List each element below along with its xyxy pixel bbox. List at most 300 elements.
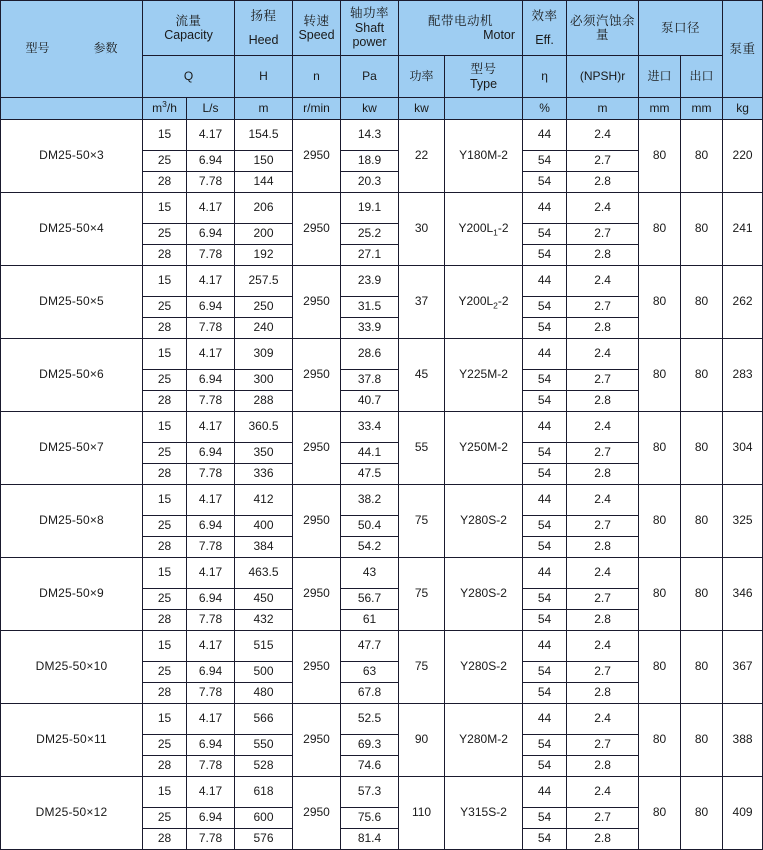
cell-head: 412: [235, 485, 293, 516]
cell-npsh: 2.4: [567, 558, 639, 589]
cell-efficiency: 54: [523, 391, 567, 412]
cell-head: 144: [235, 172, 293, 193]
table-row: [1, 777, 763, 808]
cell-shaft-power: 23.9: [341, 266, 399, 297]
header-symbol-motor-type-en: Type: [469, 76, 498, 91]
header-group-bore: [639, 1, 723, 56]
cell-shaft-power: 43: [341, 558, 399, 589]
cell-weight: 388: [723, 704, 763, 777]
cell-npsh: 2.8: [567, 829, 639, 850]
cell-speed: 2950: [293, 120, 341, 193]
cell-capacity-m3h: 25: [143, 662, 187, 683]
cell-head: 400: [235, 516, 293, 537]
cell-inlet: 80: [639, 704, 681, 777]
header-symbol-eta: η: [523, 56, 567, 98]
cell-capacity-m3h: 15: [143, 558, 187, 589]
cell-capacity-ls: 4.17: [187, 485, 235, 516]
table-row: [1, 412, 763, 443]
cell-head: 350: [235, 443, 293, 464]
cell-efficiency: 54: [523, 443, 567, 464]
header-group-head-cn: 扬程: [250, 8, 277, 23]
cell-head: 309: [235, 339, 293, 370]
cell-shaft-power: 19.1: [341, 193, 399, 224]
cell-motor-type: [445, 412, 523, 485]
cell-head: 300: [235, 370, 293, 391]
cell-capacity-ls: 6.94: [187, 516, 235, 537]
cell-shaft-power: 50.4: [341, 516, 399, 537]
header-group-motor-cn: 配带电动机: [428, 13, 494, 28]
cell-head: 480: [235, 683, 293, 704]
cell-npsh: 2.7: [567, 224, 639, 245]
cell-motor-power: 30: [399, 193, 445, 266]
cell-npsh: 2.8: [567, 172, 639, 193]
header-model-label: 型号: [25, 41, 50, 56]
cell-capacity-ls: 6.94: [187, 589, 235, 610]
cell-outlet: 80: [681, 485, 723, 558]
cell-speed: 2950: [293, 266, 341, 339]
cell-efficiency: 44: [523, 704, 567, 735]
cell-capacity-ls: 7.78: [187, 537, 235, 558]
cell-efficiency: 54: [523, 245, 567, 266]
header-group-shaft-power-cn: 轴功率: [350, 6, 390, 21]
header-symbol-pa: Pa: [341, 56, 399, 98]
cell-npsh: 2.7: [567, 589, 639, 610]
cell-motor-power: 37: [399, 266, 445, 339]
cell-shaft-power: 18.9: [341, 151, 399, 172]
cell-capacity-m3h: 15: [143, 485, 187, 516]
header-group-shaft-power-en: Shaft power: [352, 20, 387, 50]
motor-type-prefix: Y280S-2: [460, 659, 507, 674]
cell-speed: 2950: [293, 339, 341, 412]
cell-motor-power: 75: [399, 558, 445, 631]
cell-efficiency: 54: [523, 662, 567, 683]
cell-npsh: 2.7: [567, 297, 639, 318]
cell-capacity-ls: 7.78: [187, 245, 235, 266]
header-group-capacity-en: Capacity: [164, 28, 213, 42]
cell-npsh: 2.8: [567, 245, 639, 266]
cell-motor-type: [445, 339, 523, 412]
cell-capacity-m3h: 28: [143, 464, 187, 485]
unit-speed-rmin: r/min: [293, 98, 341, 120]
cell-npsh: 2.7: [567, 443, 639, 464]
cell-model: DM25-50×4: [1, 193, 143, 266]
header-group-capacity: [143, 1, 235, 56]
header-row-units: [1, 98, 763, 120]
cell-outlet: 80: [681, 777, 723, 850]
header-group-speed-en: Speed: [298, 28, 335, 42]
cell-shaft-power: 52.5: [341, 704, 399, 735]
header-group-efficiency-cn: 效率: [531, 8, 558, 23]
cell-capacity-ls: 6.94: [187, 370, 235, 391]
cell-weight: 325: [723, 485, 763, 558]
unit-motor-power-kw: kw: [399, 98, 445, 120]
cell-capacity-m3h: 15: [143, 193, 187, 224]
cell-capacity-ls: 7.78: [187, 756, 235, 777]
cell-motor-power: 75: [399, 631, 445, 704]
cell-capacity-m3h: 28: [143, 172, 187, 193]
cell-npsh: 2.8: [567, 756, 639, 777]
cell-capacity-ls: 6.94: [187, 808, 235, 829]
cell-head: 384: [235, 537, 293, 558]
cell-efficiency: 44: [523, 120, 567, 151]
table-row: [1, 558, 763, 589]
cell-inlet: 80: [639, 631, 681, 704]
cell-head: 360.5: [235, 412, 293, 443]
header-symbol-motor-type-cn: 型号: [470, 62, 497, 77]
cell-motor-power: 110: [399, 777, 445, 850]
cell-efficiency: 54: [523, 318, 567, 339]
unit-m3h-sup: 3: [162, 98, 167, 109]
table-header: [1, 1, 763, 120]
cell-capacity-ls: 7.78: [187, 464, 235, 485]
cell-head: 528: [235, 756, 293, 777]
cell-speed: 2950: [293, 558, 341, 631]
cell-shaft-power: 20.3: [341, 172, 399, 193]
cell-capacity-m3h: 28: [143, 610, 187, 631]
table-body: [1, 120, 763, 850]
cell-model: DM25-50×8: [1, 485, 143, 558]
header-group-weight-cn: 泵重: [729, 41, 756, 56]
cell-head: 550: [235, 735, 293, 756]
cell-shaft-power: 28.6: [341, 339, 399, 370]
motor-type-prefix: Y200L: [458, 294, 494, 309]
cell-weight: 304: [723, 412, 763, 485]
cell-inlet: 80: [639, 193, 681, 266]
cell-efficiency: 54: [523, 297, 567, 318]
cell-shaft-power: 40.7: [341, 391, 399, 412]
header-group-speed: [293, 1, 341, 56]
cell-shaft-power: 74.6: [341, 756, 399, 777]
cell-shaft-power: 47.7: [341, 631, 399, 662]
cell-capacity-m3h: 28: [143, 537, 187, 558]
cell-head: 618: [235, 777, 293, 808]
cell-efficiency: 44: [523, 412, 567, 443]
motor-type-prefix: Y280S-2: [460, 586, 507, 601]
header-group-efficiency: [523, 1, 567, 56]
cell-efficiency: 54: [523, 370, 567, 391]
cell-outlet: 80: [681, 631, 723, 704]
cell-npsh: 2.8: [567, 464, 639, 485]
cell-efficiency: 54: [523, 589, 567, 610]
cell-efficiency: 54: [523, 829, 567, 850]
cell-shaft-power: 63: [341, 662, 399, 683]
cell-head: 515: [235, 631, 293, 662]
cell-efficiency: 44: [523, 266, 567, 297]
cell-efficiency: 54: [523, 172, 567, 193]
cell-npsh: 2.7: [567, 370, 639, 391]
header-row-group: [1, 1, 763, 56]
cell-npsh: 2.4: [567, 485, 639, 516]
cell-efficiency: 54: [523, 224, 567, 245]
header-group-efficiency-en: Eff.: [535, 33, 554, 47]
cell-head: 257.5: [235, 266, 293, 297]
cell-motor-power: 45: [399, 339, 445, 412]
cell-weight: 346: [723, 558, 763, 631]
cell-capacity-m3h: 25: [143, 735, 187, 756]
cell-npsh: 2.8: [567, 391, 639, 412]
cell-npsh: 2.7: [567, 151, 639, 172]
cell-capacity-m3h: 28: [143, 829, 187, 850]
cell-head: 240: [235, 318, 293, 339]
cell-npsh: 2.8: [567, 537, 639, 558]
cell-shaft-power: 47.5: [341, 464, 399, 485]
cell-capacity-m3h: 28: [143, 683, 187, 704]
table-row: [1, 631, 763, 662]
cell-inlet: 80: [639, 485, 681, 558]
cell-npsh: 2.4: [567, 193, 639, 224]
cell-model: DM25-50×10: [1, 631, 143, 704]
cell-shaft-power: 38.2: [341, 485, 399, 516]
cell-head: 450: [235, 589, 293, 610]
header-symbol-inlet: 进口: [639, 56, 681, 98]
motor-type-prefix: Y250M-2: [459, 440, 508, 455]
cell-inlet: 80: [639, 777, 681, 850]
cell-npsh: 2.7: [567, 735, 639, 756]
motor-type-prefix: Y280M-2: [459, 732, 508, 747]
header-symbol-h: H: [235, 56, 293, 98]
unit-capacity-m3h: [143, 98, 187, 120]
table-row: [1, 339, 763, 370]
cell-capacity-ls: 4.17: [187, 704, 235, 735]
cell-motor-power: 90: [399, 704, 445, 777]
header-group-npsh: [567, 1, 639, 56]
header-symbol-n: n: [293, 56, 341, 98]
header-group-head: [235, 1, 293, 56]
cell-weight: 241: [723, 193, 763, 266]
cell-npsh: 2.7: [567, 808, 639, 829]
motor-type-subscript: 1: [493, 227, 498, 238]
cell-efficiency: 44: [523, 777, 567, 808]
cell-head: 192: [235, 245, 293, 266]
cell-head: 154.5: [235, 120, 293, 151]
header-corner-cell: [1, 1, 143, 98]
cell-npsh: 2.7: [567, 516, 639, 537]
cell-motor-type: [445, 266, 523, 339]
header-group-weight: [723, 1, 763, 98]
header-group-shaft-power: [341, 1, 399, 56]
cell-efficiency: 54: [523, 683, 567, 704]
cell-capacity-ls: 6.94: [187, 735, 235, 756]
cell-capacity-m3h: 15: [143, 266, 187, 297]
cell-capacity-ls: 4.17: [187, 631, 235, 662]
header-symbol-outlet: 出口: [681, 56, 723, 98]
table-row: [1, 193, 763, 224]
cell-inlet: 80: [639, 558, 681, 631]
cell-efficiency: 44: [523, 485, 567, 516]
cell-npsh: 2.7: [567, 662, 639, 683]
cell-inlet: 80: [639, 266, 681, 339]
table-row: [1, 704, 763, 735]
cell-capacity-m3h: 25: [143, 224, 187, 245]
cell-shaft-power: 14.3: [341, 120, 399, 151]
cell-head: 250: [235, 297, 293, 318]
header-group-head-en: Heed: [248, 33, 279, 47]
cell-capacity-m3h: 28: [143, 391, 187, 412]
cell-motor-type: [445, 558, 523, 631]
cell-motor-power: 22: [399, 120, 445, 193]
cell-efficiency: 54: [523, 756, 567, 777]
cell-shaft-power: 33.4: [341, 412, 399, 443]
cell-model: DM25-50×7: [1, 412, 143, 485]
cell-capacity-m3h: 15: [143, 777, 187, 808]
cell-outlet: 80: [681, 266, 723, 339]
cell-capacity-ls: 6.94: [187, 443, 235, 464]
cell-capacity-m3h: 15: [143, 631, 187, 662]
cell-capacity-m3h: 25: [143, 589, 187, 610]
unit-weight-kg: kg: [723, 98, 763, 120]
cell-npsh: 2.4: [567, 339, 639, 370]
motor-type-prefix: Y200L: [458, 221, 494, 236]
unit-m3h-post: /h: [166, 100, 177, 115]
cell-weight: 409: [723, 777, 763, 850]
cell-speed: 2950: [293, 631, 341, 704]
cell-shaft-power: 61: [341, 610, 399, 631]
cell-model: DM25-50×6: [1, 339, 143, 412]
cell-weight: 283: [723, 339, 763, 412]
cell-capacity-ls: 7.78: [187, 172, 235, 193]
header-group-motor-en: Motor: [483, 28, 516, 42]
cell-outlet: 80: [681, 412, 723, 485]
cell-capacity-ls: 6.94: [187, 224, 235, 245]
cell-model: DM25-50×3: [1, 120, 143, 193]
cell-capacity-m3h: 15: [143, 412, 187, 443]
cell-head: 150: [235, 151, 293, 172]
cell-shaft-power: 56.7: [341, 589, 399, 610]
unit-m3h-pre: m: [152, 100, 163, 115]
cell-npsh: 2.8: [567, 610, 639, 631]
cell-capacity-ls: 6.94: [187, 662, 235, 683]
cell-capacity-ls: 4.17: [187, 558, 235, 589]
cell-efficiency: 54: [523, 151, 567, 172]
cell-capacity-ls: 7.78: [187, 683, 235, 704]
motor-type-prefix: Y315S-2: [460, 805, 507, 820]
cell-motor-type: [445, 777, 523, 850]
unit-head-m: m: [235, 98, 293, 120]
cell-shaft-power: 54.2: [341, 537, 399, 558]
cell-npsh: 2.4: [567, 704, 639, 735]
cell-efficiency: 54: [523, 464, 567, 485]
cell-capacity-ls: 7.78: [187, 391, 235, 412]
cell-motor-power: 75: [399, 485, 445, 558]
cell-speed: 2950: [293, 485, 341, 558]
cell-speed: 2950: [293, 777, 341, 850]
cell-shaft-power: 75.6: [341, 808, 399, 829]
unit-shaft-power-kw: kw: [341, 98, 399, 120]
motor-type-subscript: 2: [493, 300, 498, 311]
unit-efficiency-percent: %: [523, 98, 567, 120]
unit-outlet-mm: mm: [681, 98, 723, 120]
cell-inlet: 80: [639, 339, 681, 412]
header-symbol-motor-type: [445, 56, 523, 98]
cell-motor-type: [445, 485, 523, 558]
unit-motor-type-blank: [445, 98, 523, 120]
cell-head: 200: [235, 224, 293, 245]
unit-cell-blank: [1, 98, 143, 120]
cell-capacity-m3h: 28: [143, 318, 187, 339]
cell-model: DM25-50×12: [1, 777, 143, 850]
header-symbol-npshr: (NPSH)r: [567, 56, 639, 98]
cell-weight: 367: [723, 631, 763, 704]
cell-efficiency: 44: [523, 193, 567, 224]
cell-shaft-power: 44.1: [341, 443, 399, 464]
cell-capacity-m3h: 28: [143, 245, 187, 266]
cell-shaft-power: 57.3: [341, 777, 399, 808]
header-group-capacity-cn: 流量: [175, 13, 202, 28]
cell-capacity-m3h: 25: [143, 297, 187, 318]
cell-model: DM25-50×9: [1, 558, 143, 631]
cell-weight: 262: [723, 266, 763, 339]
header-group-bore-cn: 泵口径: [661, 20, 701, 35]
cell-efficiency: 44: [523, 558, 567, 589]
cell-outlet: 80: [681, 120, 723, 193]
cell-efficiency: 44: [523, 339, 567, 370]
cell-efficiency: 44: [523, 631, 567, 662]
cell-capacity-m3h: 25: [143, 370, 187, 391]
motor-type-prefix: Y280S-2: [460, 513, 507, 528]
cell-shaft-power: 81.4: [341, 829, 399, 850]
cell-npsh: 2.4: [567, 120, 639, 151]
cell-efficiency: 54: [523, 808, 567, 829]
cell-shaft-power: 69.3: [341, 735, 399, 756]
cell-capacity-ls: 7.78: [187, 610, 235, 631]
motor-type-prefix: Y180M-2: [459, 148, 508, 163]
table-row: [1, 485, 763, 516]
cell-outlet: 80: [681, 339, 723, 412]
cell-npsh: 2.4: [567, 631, 639, 662]
header-group-npsh-cn: 必须汽蚀余量: [570, 13, 636, 42]
cell-capacity-ls: 4.17: [187, 193, 235, 224]
cell-shaft-power: 67.8: [341, 683, 399, 704]
cell-shaft-power: 33.9: [341, 318, 399, 339]
cell-shaft-power: 37.8: [341, 370, 399, 391]
motor-type-prefix: Y225M-2: [459, 367, 508, 382]
unit-capacity-ls: L/s: [187, 98, 235, 120]
cell-inlet: 80: [639, 412, 681, 485]
cell-capacity-m3h: 15: [143, 120, 187, 151]
motor-type-suffix: -2: [497, 294, 509, 309]
cell-capacity-m3h: 25: [143, 443, 187, 464]
cell-motor-type: [445, 704, 523, 777]
cell-motor-power: 55: [399, 412, 445, 485]
cell-efficiency: 54: [523, 537, 567, 558]
cell-model: DM25-50×11: [1, 704, 143, 777]
cell-speed: 2950: [293, 704, 341, 777]
unit-npsh-m: m: [567, 98, 639, 120]
header-param-label: 参数: [93, 41, 118, 56]
table-row: [1, 120, 763, 151]
cell-weight: 220: [723, 120, 763, 193]
table-row: [1, 266, 763, 297]
cell-npsh: 2.8: [567, 318, 639, 339]
cell-motor-type: [445, 193, 523, 266]
cell-shaft-power: 25.2: [341, 224, 399, 245]
cell-capacity-ls: 4.17: [187, 412, 235, 443]
cell-head: 500: [235, 662, 293, 683]
cell-efficiency: 54: [523, 735, 567, 756]
cell-head: 566: [235, 704, 293, 735]
motor-type-suffix: -2: [497, 221, 509, 236]
cell-head: 206: [235, 193, 293, 224]
cell-npsh: 2.4: [567, 266, 639, 297]
cell-npsh: 2.8: [567, 683, 639, 704]
cell-capacity-ls: 4.17: [187, 120, 235, 151]
cell-capacity-m3h: 15: [143, 704, 187, 735]
cell-head: 288: [235, 391, 293, 412]
cell-capacity-m3h: 15: [143, 339, 187, 370]
header-group-speed-cn: 转速: [303, 13, 330, 28]
header-group-motor: [399, 1, 523, 56]
cell-capacity-ls: 4.17: [187, 777, 235, 808]
